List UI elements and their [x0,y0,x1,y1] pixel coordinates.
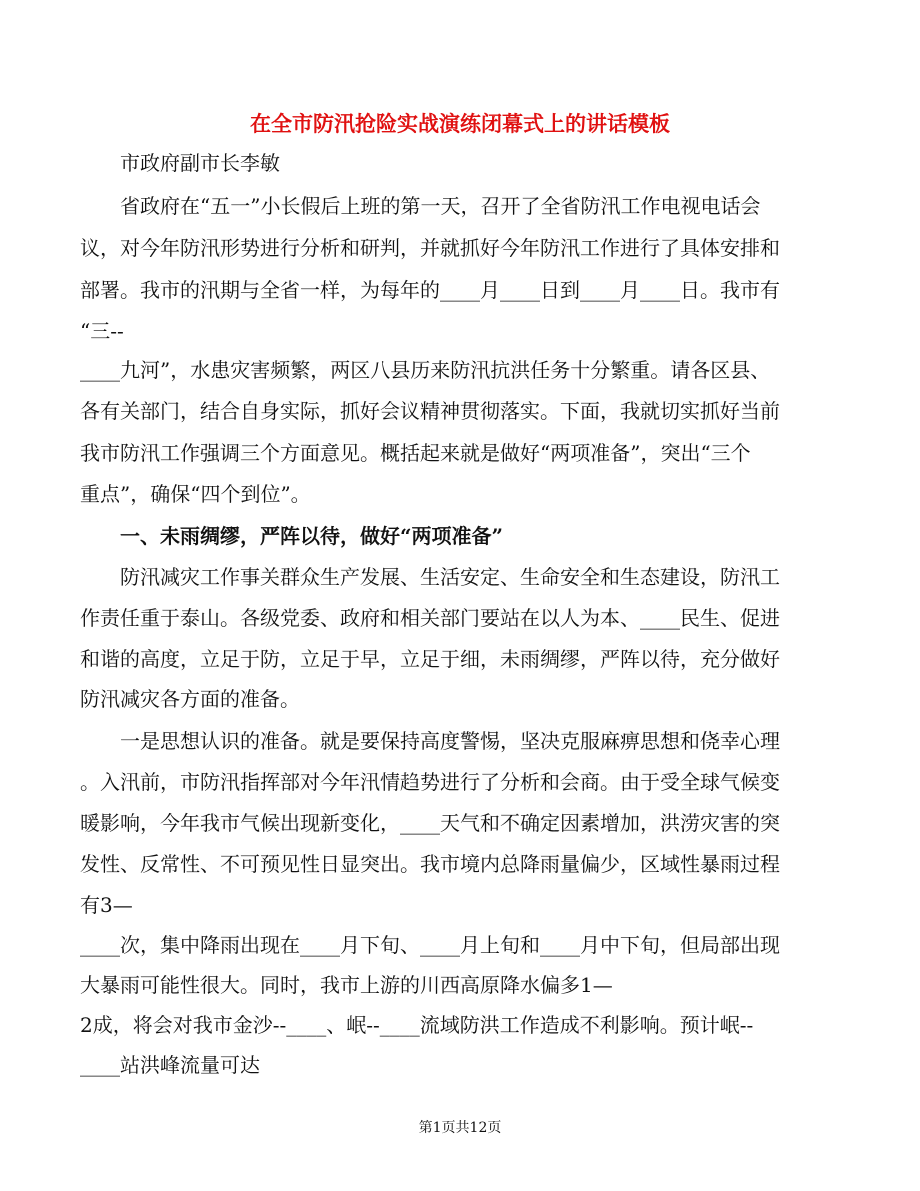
paragraph-line: 大暴雨可能性很大。同时，我市上游的川西高原降水偏多1— [80,973,613,997]
section-heading: 一、未雨绸缪，严阵以待，做好“两项准备” [120,524,504,548]
paragraph-line: 暖影响，今年我市气候出现新变化，____天气和不确定因素增加，洪涝灾害的突 [80,811,780,835]
author-line: 市政府副市长李敏 [120,151,280,175]
paragraph-line: 重点”，确保“四个到位”。 [80,482,311,506]
paragraph-line: 2成，将会对我市金沙--____、岷--____流域防洪工作造成不利影响。预计岷-- [80,1013,754,1037]
paragraph-line: 省政府在“五一”小长假后上班的第一天，召开了全省防汛工作电视电话会 [120,194,761,218]
paragraph-line: 防汛减灾各方面的准备。 [80,687,300,711]
paragraph-line: 有3— [80,893,133,917]
paragraph-line: 部署。我市的汛期与全省一样，为每年的____月____日到____月____日。我市有 [80,278,780,302]
paragraph-line: 和谐的高度，立足于防，立足于早，立足于细，未雨绸缪，严阵以待，充分做好 [80,647,780,671]
paragraph-line: 一是思想认识的准备。就是要保持高度警惕，坚决克服麻痹思想和侥幸心理 [120,729,780,753]
paragraph-line: 我市防汛工作强调三个方面意见。概括起来就是做好“两项准备”，突出“三个 [80,441,751,465]
paragraph-line: ____站洪峰流量可达 [80,1053,260,1077]
paragraph-line: “三-- [80,319,124,343]
paragraph-line: 议，对今年防汛形势进行分析和研判，并就抓好今年防汛工作进行了具体安排和 [80,236,780,260]
page-footer: 第1页共12页 [418,1120,502,1136]
paragraph-line: ____九河”，水患灾害频繁，两区八县历来防汛抗洪任务十分繁重。请各区县、 [80,358,771,382]
paragraph-line: 。入汛前，市防汛指挥部对今年汛情趋势进行了分析和会商。由于受全球气候变 [80,770,780,794]
paragraph-line: 各有关部门，结合自身实际，抓好会议精神贯彻落实。下面，我就切实抓好当前 [80,399,780,423]
paragraph-line: 作责任重于泰山。各级党委、政府和相关部门要站在以人为本、____民生、促进 [80,606,780,630]
paragraph-line: ____次，集中降雨出现在____月下旬、____月上旬和____月中下旬，但局部出现 [80,933,780,957]
paragraph-line: 防汛减灾工作事关群众生产发展、生活安定、生命安全和生态建设，防汛工 [120,565,780,589]
document-title: 在全市防汛抢险实战演练闭幕式上的讲话模板 [250,111,670,136]
paragraph-line: 发性、反常性、不可预见性日显突出。我市境内总降雨量偏少，区域性暴雨过程 [80,852,780,876]
